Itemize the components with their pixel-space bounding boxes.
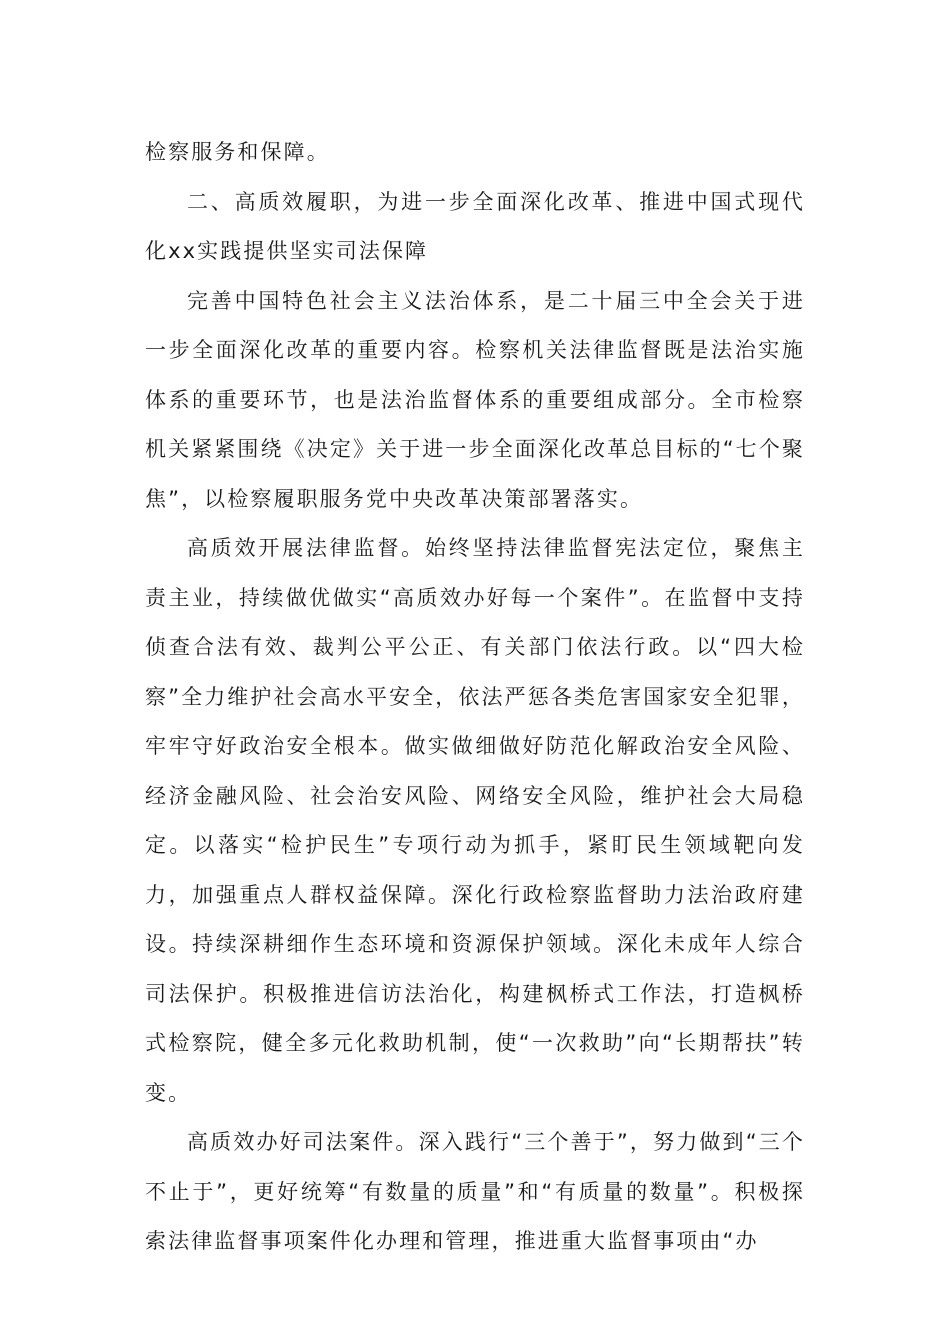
paragraph-continuation: 检察服务和保障。	[145, 140, 330, 164]
document-body	[145, 128, 805, 1267]
paragraph-legal-supervision: 高质效开展法律监督。始终坚持法律监督宪法定位，聚焦主责主业，持续做优做实“高质效办好每一个案件”。在监督中支持侦查合法有效、裁判公平公正、有关部门依法行政。以“四大检察”全力维护社会高水平安全，依法严惩各类危害国家安全犯罪，牢牢守好政治安全根本。做实做细做好防范化解政治安全风险、经济金融风险、社会治安风险、网络安全风险，维护社会大局稳定。以落实“检护民生”专项行动为抓手，紧盯民生领域靶向发力，加强重点人群权益保障。深化行政检察监督助力法治政府建设。持续深耕细作生态环境和资源保护领域。深化未成年人综合司法保护。积极推进信访法治化，构建枫桥式工作法，打造枫桥式检察院，健全多元化救助机制，使“一次救助”向“长期帮扶”转变。	[145, 536, 805, 1105]
section-heading: 二、高质效履职，为进一步全面深化改革、推进中国式现代化xx实践提供坚实司法保障	[145, 189, 805, 263]
paragraph-case-handling: 高质效办好司法案件。深入践行“三个善于”，努力做到“三个不止于”，更好统筹“有数量的质量”和“有质量的数量”。积极探索法律监督事项案件化办理和管理，推进重大监督事项由“办	[145, 1130, 805, 1253]
paragraph-intro: 完善中国特色社会主义法治体系，是二十届三中全会关于进一步全面深化改革的重要内容。检察机关法律监督既是法治实施体系的重要环节，也是法治监督体系的重要组成部分。全市检察机关紧紧围绕《决定》关于进一步全面深化改革总目标的“七个聚焦”，以检察履职服务党中央改革决策部署落实。	[145, 288, 805, 511]
